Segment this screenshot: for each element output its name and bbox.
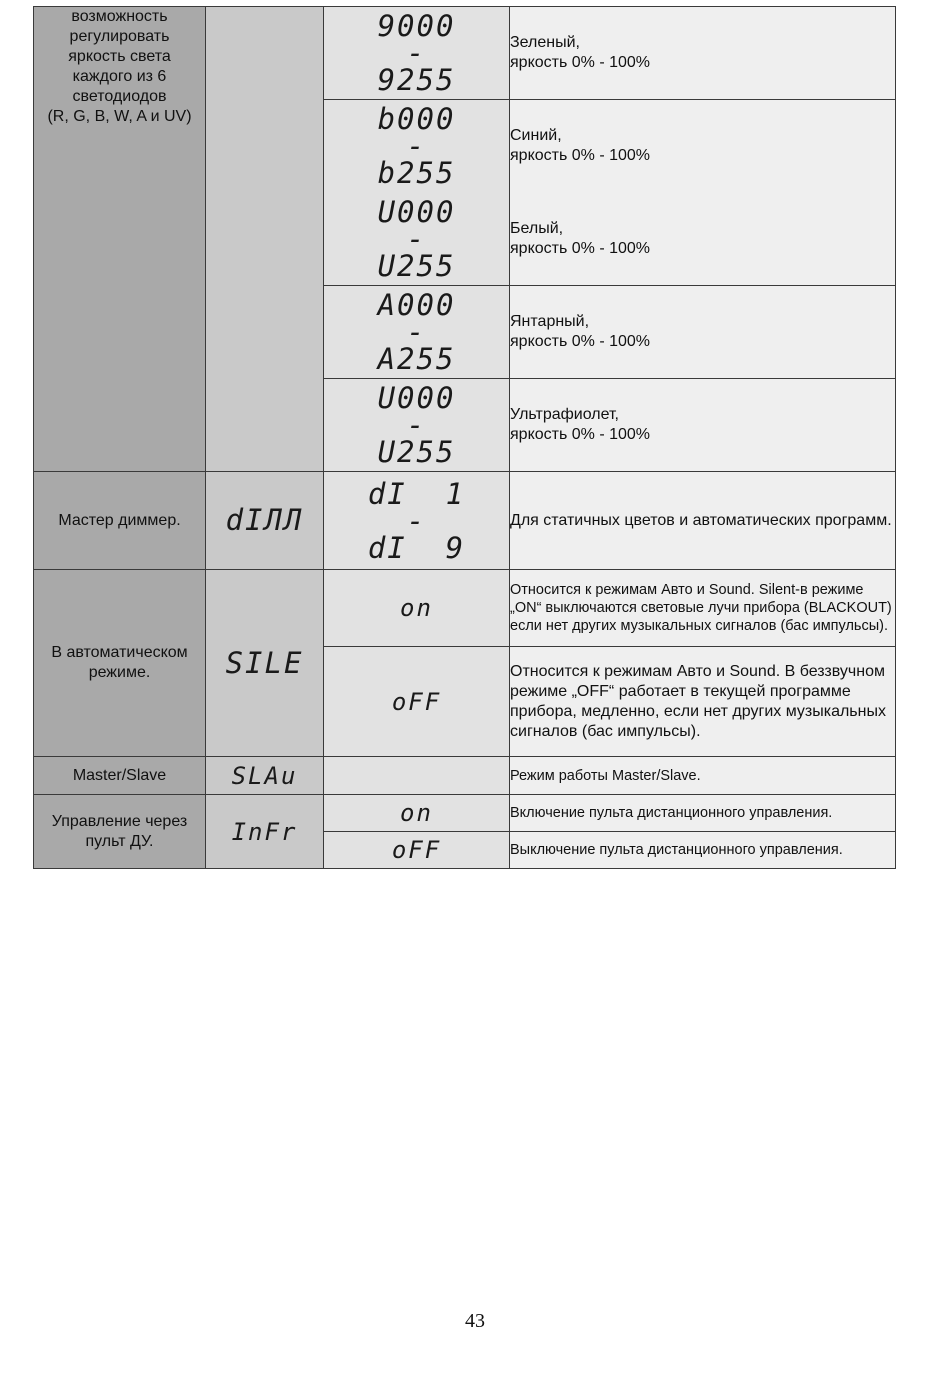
table-row (34, 472, 896, 570)
lcd-to: b255 (377, 156, 456, 191)
lcd-from: 9000 (377, 9, 456, 43)
color-range: яркость 0% - 100% (510, 54, 651, 71)
page-number: 43 (465, 1310, 485, 1332)
param-line: светодиодов (72, 88, 167, 105)
color-name: Белый, (510, 219, 564, 237)
desc-cell-remote-on: Включение пульта дистанционного управления. (510, 795, 896, 832)
table-row (34, 795, 896, 832)
lcd-sep: - (406, 408, 427, 442)
lcd-code: SLAu (231, 761, 298, 790)
value-cell-remote-on (324, 795, 510, 832)
lcd-sep: - (406, 503, 427, 538)
lcd-to: U255 (377, 435, 456, 469)
color-name: Янтарный, (510, 313, 590, 330)
lcd-value: oFF (391, 836, 442, 864)
lcd-code: InFr (231, 817, 298, 846)
param-line: режиме. (88, 664, 151, 681)
param-master-slave: Master/Slave (34, 757, 206, 795)
param-line: Управление через (51, 812, 188, 830)
lcd-from: dI 1 (367, 476, 466, 511)
lcd-to: A255 (377, 342, 456, 376)
desc-cell-silent-off: Относится к режимам Авто и Sound. В беззвучном режиме „OFF“ работает в текущей программе прибора, медленно, если нет других музыкальных сигналов (бас импульсы). (510, 647, 896, 757)
lcd-to: dI 9 (367, 530, 466, 565)
param-line: каждого из 6 (72, 68, 167, 85)
param-master-dimmer: Мастер диммер. (34, 472, 206, 570)
lcd-value: on (400, 594, 433, 622)
value-cell-blue (324, 100, 510, 193)
lcd-code: SILE (225, 645, 304, 680)
lcd-to: U255 (377, 248, 456, 283)
desc-cell-dimmer: Для статичных цветов и автоматических программ. (510, 472, 896, 570)
lcd-sep: - (406, 129, 427, 164)
settings-table (33, 6, 896, 869)
value-cell-green (324, 7, 510, 100)
param-remote-control (34, 795, 206, 869)
lcd-to: 9255 (377, 63, 456, 97)
color-range: яркость 0% - 100% (510, 239, 651, 257)
value-cell-amber (324, 286, 510, 379)
param-line: регулировать (69, 28, 170, 45)
value-cell-remote-off (324, 832, 510, 869)
color-range: яркость 0% - 100% (510, 333, 651, 350)
code-cell-slave (206, 757, 324, 795)
lcd-value: oFF (391, 687, 442, 716)
desc-cell-remote-off: Выключение пульта дистанционного управления. (510, 832, 896, 869)
desc-cell-amber (510, 286, 896, 379)
value-cell-slave-empty (324, 757, 510, 795)
desc-cell-silent-on: Относится к режимам Авто и Sound. Silent-в режиме „ON“ выключаются световые лучи прибора (BLACKOUT) если нет других музыкальных сигналов (бас импульсы). (510, 570, 896, 647)
lcd-from: U000 (377, 381, 456, 415)
code-cell-dimmer (206, 472, 324, 570)
table-row (34, 570, 896, 647)
desc-cell-slave: Режим работы Master/Slave. (510, 757, 896, 795)
param-auto-mode (34, 570, 206, 757)
param-line: (R, G, B, W, A и UV) (47, 108, 192, 125)
value-cell-dimmer (324, 472, 510, 570)
desc-cell-uv (510, 379, 896, 472)
color-range: яркость 0% - 100% (510, 426, 651, 443)
desc-cell-white (510, 193, 896, 286)
color-name: Ультрафиолет, (510, 406, 619, 423)
lcd-sep: - (406, 315, 427, 349)
lcd-sep: - (406, 36, 427, 70)
lcd-from: b000 (377, 102, 456, 137)
color-range: яркость 0% - 100% (510, 147, 651, 165)
desc-cell-green (510, 7, 896, 100)
code-cell-empty (206, 7, 324, 472)
value-cell-silent-on (324, 570, 510, 647)
value-cell-silent-off (324, 647, 510, 757)
lcd-code: dIЛЛ (225, 503, 304, 537)
param-line: В автоматическом (51, 644, 188, 661)
value-cell-uv (324, 379, 510, 472)
param-line: возможность (71, 8, 168, 25)
lcd-from: U000 (377, 194, 456, 229)
code-cell-silent (206, 570, 324, 757)
param-color-brightness (34, 7, 206, 472)
table-row (34, 7, 896, 100)
param-line: пульт ДУ. (85, 832, 154, 850)
lcd-sep: - (406, 221, 427, 256)
param-line: яркость света (68, 48, 171, 65)
code-cell-remote (206, 795, 324, 869)
lcd-value: on (400, 799, 433, 827)
color-name: Синий, (510, 127, 562, 145)
desc-cell-blue (510, 100, 896, 193)
value-cell-white (324, 193, 510, 286)
color-name: Зеленый, (510, 34, 580, 51)
lcd-from: A000 (377, 288, 456, 322)
table-row (34, 757, 896, 795)
